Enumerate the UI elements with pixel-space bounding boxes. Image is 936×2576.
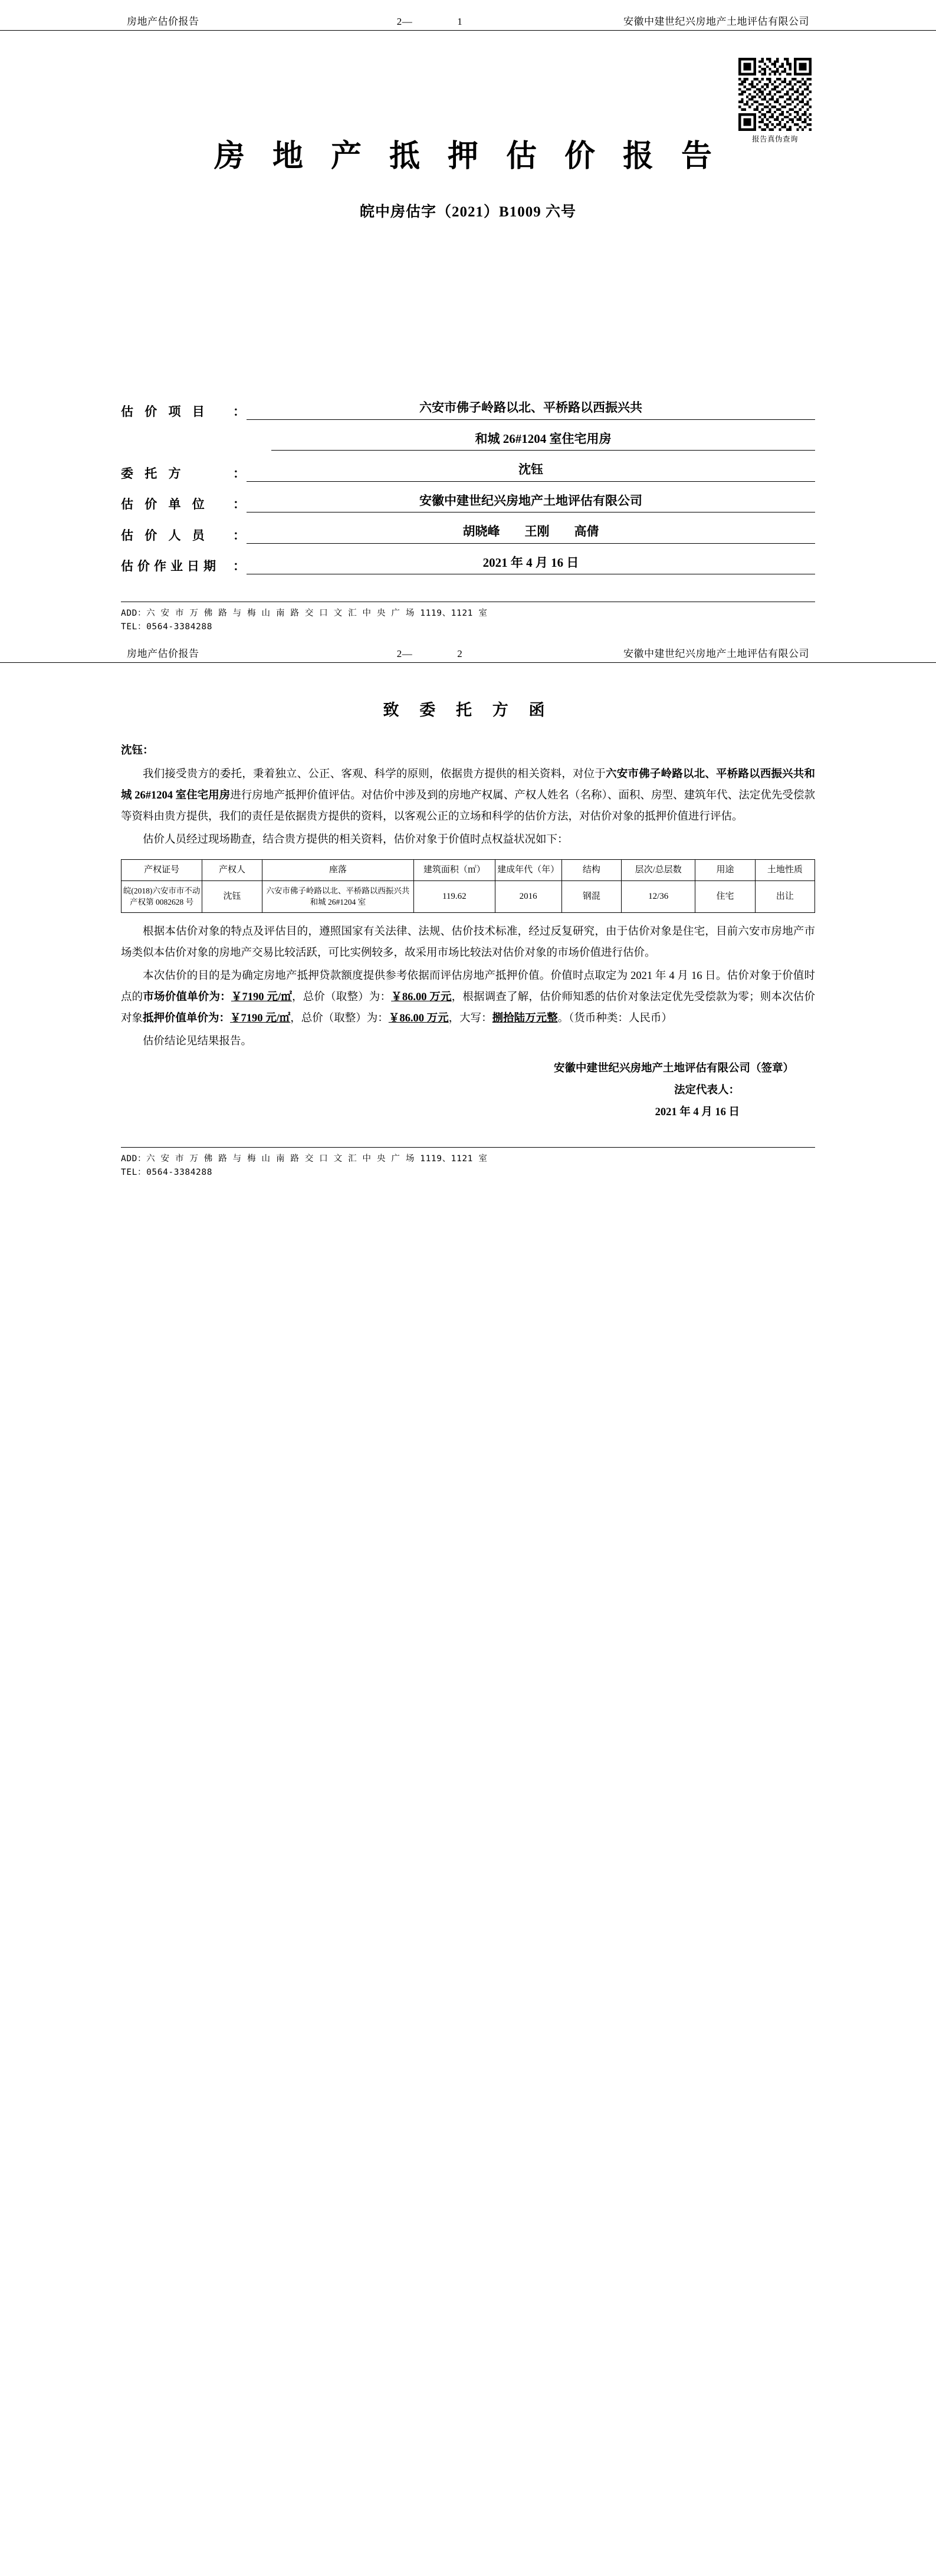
letter-paragraph-2: 估价人员经过现场勘查，结合贵方提供的相关资料，估价对象于价值时点权益状况如下： — [143, 834, 569, 846]
running-header-right-2: 安徽中建世纪兴房地产土地评估有限公司 — [623, 648, 809, 660]
letter-body — [121, 740, 815, 1123]
letter-p4-amount-in-words: 捌拾陆万元整 — [492, 1012, 558, 1024]
th-usage: 用途 — [695, 859, 755, 880]
cover-fields — [121, 398, 815, 574]
table-row — [121, 880, 815, 912]
property-table-body — [121, 880, 815, 912]
running-header-page-mark: 2— — [396, 16, 413, 27]
cover-field-appraisal-company-colon: ： — [233, 497, 245, 512]
cover-field-date-label: 估价作业日期 — [121, 559, 220, 574]
th-address: 座落 — [262, 859, 414, 880]
document-title: 房 地 产 抵 押 估 价 报 告 — [214, 140, 722, 173]
letter-p4-market-unit-price: ￥7190 元/㎡ — [231, 991, 293, 1003]
letter-addressee: 沈钰： — [121, 745, 154, 757]
page-1 — [0, 0, 936, 633]
letter-paragraph-1 — [121, 764, 815, 827]
qr-code-icon[interactable] — [738, 58, 812, 131]
cover-field-project-line2 — [121, 429, 815, 451]
letter-p4-part-e: ，总价（取整）为： — [290, 1012, 389, 1024]
td-address: 六安市佛子岭路以北、平桥路以西振兴共和城 26#1204 室 — [262, 880, 414, 912]
letter-p4-part-f: ，大写： — [448, 1012, 492, 1024]
th-year: 建成年代（年） — [495, 859, 561, 880]
qr-verification-block — [735, 58, 815, 144]
cover-field-project-value-line2: 和城 26#1204 室住宅用房 — [271, 429, 815, 451]
running-header-page-number-2: 2 — [457, 648, 463, 660]
cover-field-appraisers — [121, 522, 815, 544]
cover-field-appraisal-company — [121, 491, 815, 513]
letter-p4-market-total-price: ￥86.00 万元 — [391, 991, 452, 1003]
cover-field-appraisers-value: 胡晓峰 王刚 高倩 — [247, 522, 815, 544]
td-usage: 住宅 — [695, 880, 755, 912]
footer-page1 — [121, 602, 815, 633]
footer-tel-line-2: TEL：0564-3384288 — [121, 1167, 213, 1177]
footer-page2 — [121, 1147, 815, 1179]
signature-legal-rep: 法定代表人： — [674, 1085, 740, 1097]
cover-field-client-label: 委 托 方 — [121, 466, 185, 481]
cover-field-appraisers-colon: ： — [233, 528, 245, 543]
running-header-left-2: 房地产估价报告 — [127, 648, 199, 660]
th-land-nature: 土地性质 — [755, 859, 815, 880]
qr-code-svg — [738, 58, 812, 131]
document-reference-number: 皖中房估字（2021）B1009 六号 — [360, 204, 576, 220]
cover-field-project-label: 估 价 项 目 — [121, 404, 209, 419]
td-year: 2016 — [495, 880, 561, 912]
signature-block — [121, 1058, 815, 1123]
th-owner: 产权人 — [202, 859, 262, 880]
td-owner: 沈钰 — [202, 880, 262, 912]
footer-address-line: ADD：六 安 市 万 佛 路 与 梅 山 南 路 交 口 文 汇 中 央 广 场 1119、1121 室 — [121, 609, 488, 619]
running-header-page2 — [0, 645, 936, 663]
letter-p4-market-unit-label: 市场价值单价为： — [143, 991, 231, 1003]
letter-p1-property: 六安市佛子岭路以北、平桥路以西振兴共和城 26#1204 室住宅用房 — [121, 768, 815, 802]
property-table — [121, 859, 815, 913]
letter-p4-part-d: ，根据调查了解，估价师知悉的估价对象法定优先受偿款为零；则本次估价对象 — [121, 991, 815, 1024]
letter-title: 致 委 托 方 函 — [383, 701, 553, 719]
td-floor: 12/36 — [622, 880, 695, 912]
footer-address-line-2: ADD：六 安 市 万 佛 路 与 梅 山 南 路 交 口 文 汇 中 央 广 场 1119、1121 室 — [121, 1154, 488, 1164]
cover-field-date — [121, 553, 815, 575]
th-cert-no: 产权证号 — [121, 859, 202, 880]
letter-p4-mortgage-unit-price: ￥7190 元/㎡ — [230, 1012, 291, 1024]
property-table-header-row — [121, 859, 815, 880]
cover-field-client — [121, 460, 815, 482]
signature-date: 2021 年 4 月 16 日 — [655, 1106, 740, 1119]
running-header-left: 房地产估价报告 — [127, 16, 199, 27]
td-cert-no: 皖(2018)六安市市不动产权第 0082628 号 — [121, 880, 202, 912]
cover-field-client-value: 沈钰 — [247, 460, 815, 482]
letter-p4-part-g: 。（货币种类：人民币） — [557, 1012, 672, 1024]
qr-caption: 报告真伪查询 — [751, 135, 798, 143]
letter-p1-part-b: 进行房地产抵押价值评估。对估价中涉及到的房地产权属、产权人姓名（名称）、面积、房型、建筑年代、法定优先受偿款等资料由贵方提供，我们的责任是依据贵方提供的资料，以客观公正的立场和科学的估价方法，对估价对象的抵押价值进行评估。 — [121, 790, 815, 823]
cover-field-appraisal-company-value: 安徽中建世纪兴房地产土地评估有限公司 — [247, 491, 815, 513]
letter-p4-part-a: 本次估价的目的是为确定房地产抵押贷款额度提供参考依据而评估房地产抵押价值。价值时点取定为 2021 年 4 月 16 日。估价对象于价值时点的 — [121, 970, 815, 1003]
letter-p4-mortgage-unit-label: 抵押价值单价为： — [143, 1012, 231, 1024]
letter-paragraph-5: 估价结论见结果报告。 — [143, 1035, 252, 1047]
running-header-page1 — [0, 13, 936, 31]
td-land-nature: 出让 — [755, 880, 815, 912]
cover-field-client-colon: ： — [233, 466, 245, 481]
cover-field-project-colon: ： — [233, 404, 245, 419]
cover-field-appraisers-label: 估 价 人 员 — [121, 528, 209, 543]
th-structure: 结构 — [561, 859, 621, 880]
letter-p4-mortgage-total-price: ￥86.00 万元 — [388, 1012, 449, 1024]
letter-paragraph-4 — [121, 965, 815, 1029]
signature-company: 安徽中建世纪兴房地产土地评估有限公司（签章） — [553, 1063, 794, 1075]
letter-p1-part-a: 我们接受贵方的委托，秉着独立、公正、客观、科学的原则，依据贵方提供的相关资料，对位于 — [143, 768, 606, 781]
cover-field-date-colon: ： — [233, 559, 245, 574]
cover-field-project-value: 六安市佛子岭路以北、平桥路以西振兴共 — [247, 398, 815, 420]
cover-field-project — [121, 398, 815, 420]
running-header-right: 安徽中建世纪兴房地产土地评估有限公司 — [623, 16, 809, 27]
cover-field-date-value: 2021 年 4 月 16 日 — [247, 553, 815, 575]
td-structure: 钢混 — [561, 880, 621, 912]
footer-tel-line: TEL：0564-3384288 — [121, 622, 213, 632]
page-2 — [0, 633, 936, 1250]
th-floor: 层次/总层数 — [622, 859, 695, 880]
cover-field-appraisal-company-label: 估 价 单 位 — [121, 497, 209, 512]
td-area: 119.62 — [414, 880, 495, 912]
th-area: 建筑面积（㎡） — [414, 859, 495, 880]
running-header-page-mark-2: 2— — [396, 648, 413, 660]
running-header-page-number: 1 — [457, 16, 463, 27]
letter-p4-part-c: ，总价（取整）为： — [292, 991, 392, 1003]
property-table-head — [121, 859, 815, 880]
letter-paragraph-3: 根据本估价对象的特点及评估目的，遵照国家有关法律、法规、估价技术标准，经过反复研究，由于估价对象是住宅，目前六安市房地产市场类似本估价对象的房地产交易比较活跃，可比实例较多，故采用市场比较法对估价对象的市场价值进行估价。 — [121, 925, 815, 959]
